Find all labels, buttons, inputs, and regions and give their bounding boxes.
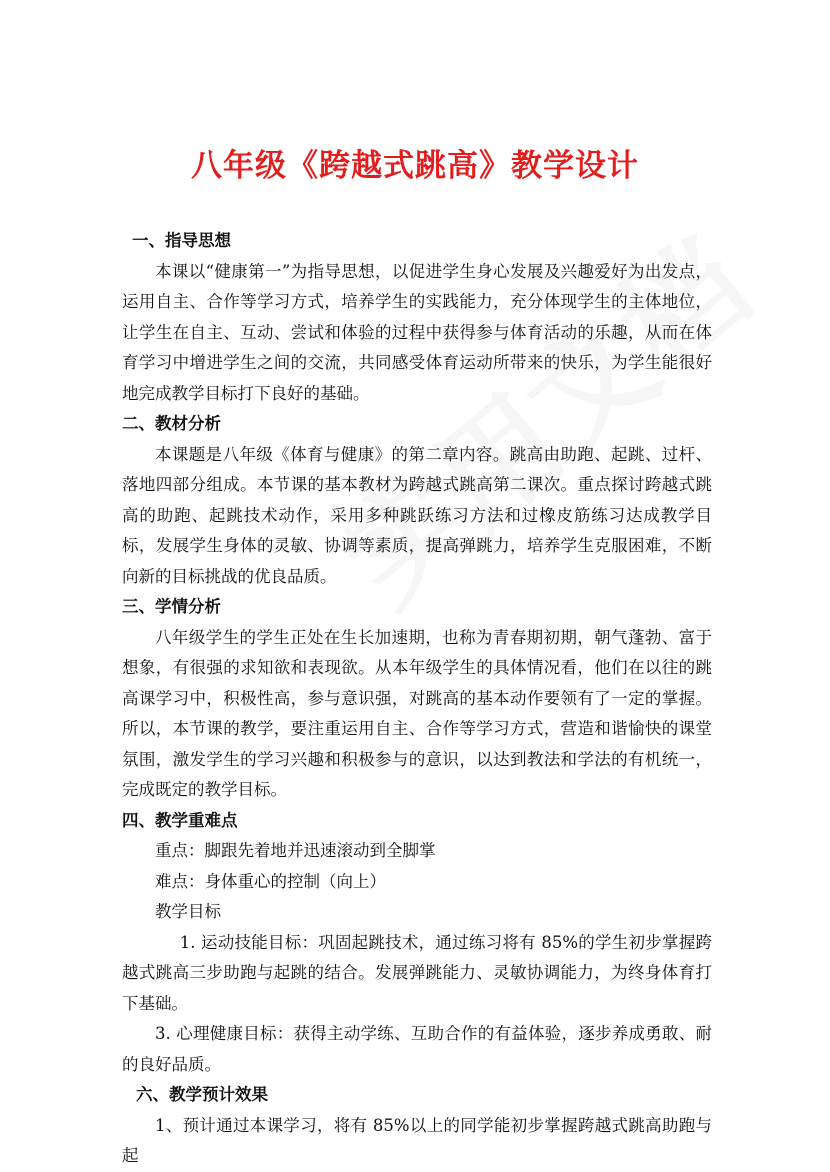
goal-item-1: 1. 运动技能目标：巩固起跳技术，通过练习将有 85%的学生初步掌握跨越式跳高三步助跑与起跳的结合。发展弹跳能力、灵敏协调能力，为终身体育打下基础。 xyxy=(122,932,712,1013)
section-heading-material: 二、教材分析 xyxy=(122,414,221,433)
section-heading-keypoints: 四、教学重难点 xyxy=(122,810,238,830)
section-heading-guiding: 一、指导思想 xyxy=(132,231,231,250)
page-title: 八年级《跨越式跳高》教学设计 xyxy=(191,148,639,184)
key-point-line: 重点：脚跟先着地并迅速滚动到全脚掌 xyxy=(155,841,436,860)
section-heading-students: 三、学情分析 xyxy=(122,597,221,616)
section-body-guiding: 本课以“健康第一”为指导思想，以促进学生身心发展及兴趣爱好为出发点，运用自主、合作等学习方式，培养学生的实践能力，充分体现学生的主体地位，让学生在自主、互动、尝试和体验的过程中获得参与体育活动的乐趣，从而在体育学习中增进学生之间的交流，共同感受体育运动所带来的快乐，为学生能很好地完成教学目标打下良好的基础。 xyxy=(122,261,712,403)
goals-label: 教学目标 xyxy=(155,902,221,921)
difficulty-line: 难点：身体重心的控制（向上） xyxy=(155,871,386,891)
document-body xyxy=(122,226,712,1172)
section-body-material: 本课题是八年级《体育与健康》的第二章内容。跳高由助跑、起跳、过杆、落地四部分组成。本节课的基本教材为跨越式跳高第二课次。重点探讨跨越式跳高的助跑、起跳技术动作，采用多种跳跃练习方法和过橡皮筋练习达成教学目标，发展学生身体的灵敏、协调等素质，提高弹跳力，培养学生克服困难，不断向新的目标挑战的优良品质。 xyxy=(122,444,712,586)
section-heading-effects: 六、教学预计效果 xyxy=(136,1085,268,1104)
effect-item-1: 1、预计通过本课学习，将有 85%以上的同学能初步掌握跨越式跳高助跑与起 xyxy=(122,1115,712,1165)
goal-item-3: 3. 心理健康目标：获得主动学练、互助合作的有益体验，逐步养成勇敢、耐的良好品质。 xyxy=(122,1024,712,1074)
section-body-students: 八年级学生的学生正处在生长加速期，也称为青春期初期，朝气蓬勃、富于想象，有很强的求知欲和表现欲。从本年级学生的具体情况看，他们在以往的跳高课学习中，积极性高，参与意识强，对跳高的基本动作要领有了一定的掌握。所以，本节课的教学，要注重运用自主、合作等学习方式，营造和谐愉快的课堂氛围，激发学生的学习兴趣和积极参与的意识，以达到教法和学法的有机统一，完成既定的教学目标。 xyxy=(122,627,712,799)
